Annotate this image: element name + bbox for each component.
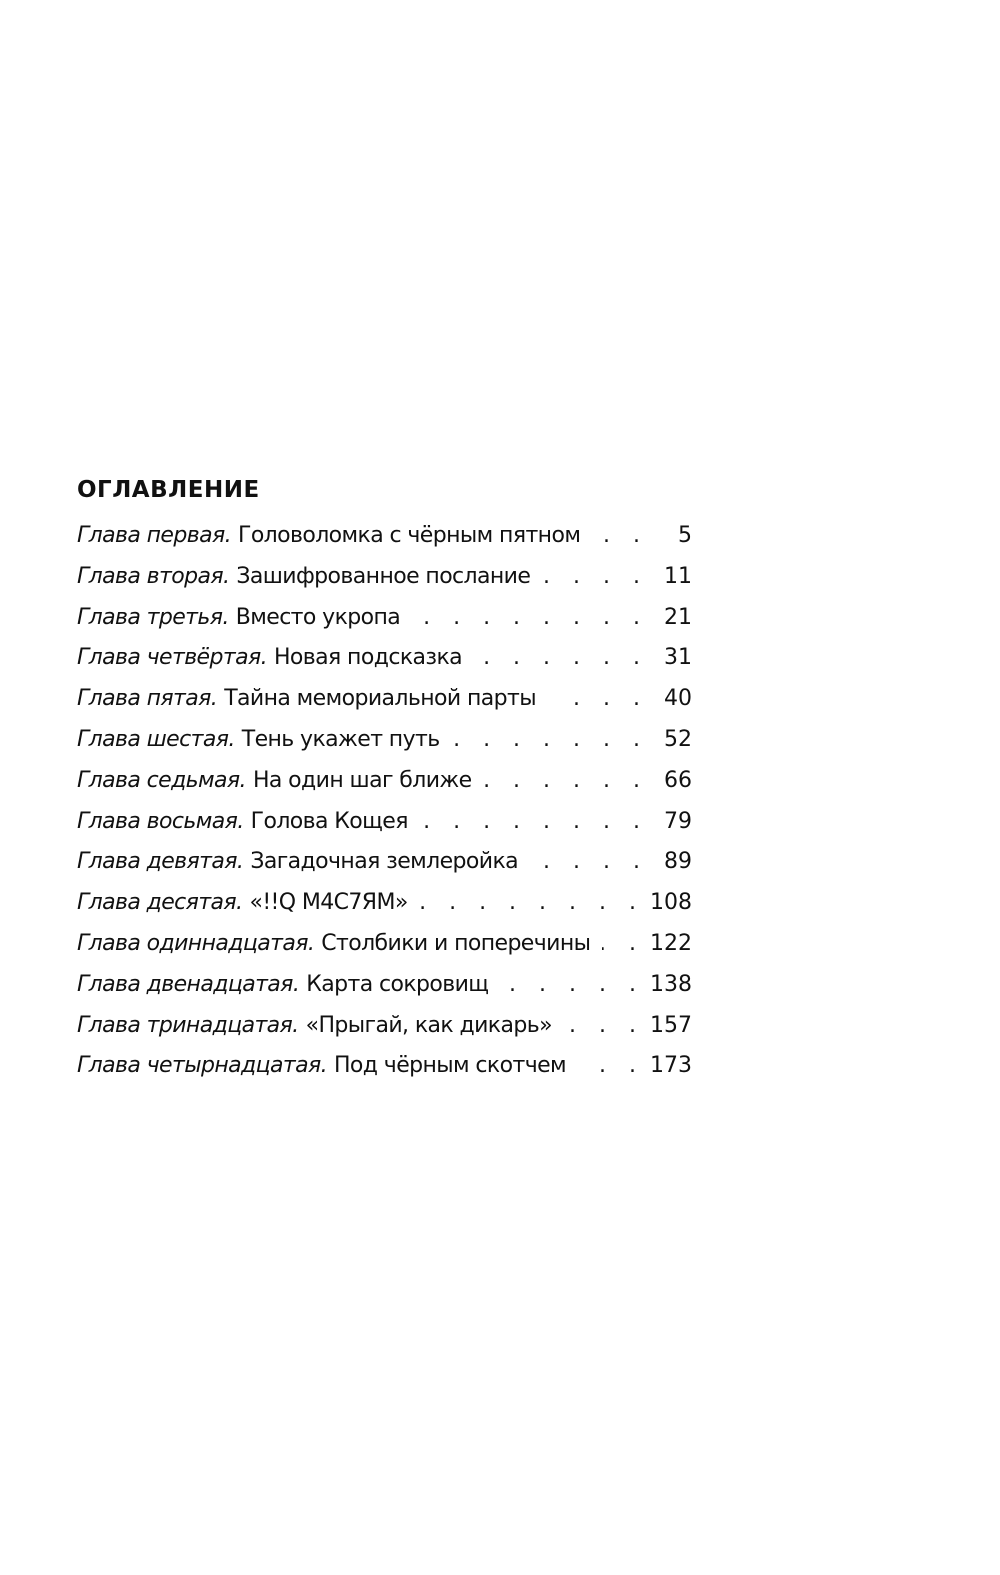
page-number: 173 (650, 1053, 692, 1079)
toc-entry[interactable] (77, 965, 692, 1006)
toc-entry[interactable] (77, 679, 692, 720)
dot-leader (420, 883, 644, 924)
page-number: 138 (650, 971, 692, 997)
toc-entry[interactable] (77, 1006, 692, 1047)
label-title-separator (299, 1006, 306, 1047)
page-number: 52 (664, 726, 692, 752)
chapter-title: Новая подсказка (273, 645, 463, 671)
chapter-title: Загадочная землеройка (250, 849, 519, 875)
chapter-label: Глава вторая. (77, 563, 230, 589)
page-number: 122 (650, 930, 692, 956)
toc-entry[interactable] (77, 802, 692, 843)
toc-entry[interactable] (77, 557, 692, 598)
chapter-title: «!!Q М4С7ЯМ» (249, 890, 408, 916)
dot-leader (564, 1006, 644, 1047)
chapter-title: Зашифрованное послание (236, 563, 531, 589)
chapter-label: Глава четвёртая. (77, 645, 267, 671)
label-title-separator (243, 842, 250, 883)
toc-entry[interactable] (77, 516, 692, 557)
label-title-separator (246, 761, 253, 802)
chapter-title: Вместо укропа (235, 604, 401, 630)
label-title-separator (235, 720, 242, 761)
dot-leader (548, 679, 648, 720)
page-number: 11 (664, 563, 692, 589)
dot-leader (578, 1046, 644, 1087)
page-number: 108 (650, 890, 692, 916)
label-title-separator (231, 516, 238, 557)
chapter-title: Тень укажет путь (241, 726, 440, 752)
chapter-label: Глава восьмая. (77, 808, 244, 834)
label-title-separator (229, 598, 236, 639)
table-of-contents (77, 470, 692, 1087)
toc-entry[interactable] (77, 924, 692, 965)
page-number: 157 (650, 1012, 692, 1038)
toc-entry[interactable] (77, 761, 692, 802)
chapter-label: Глава первая. (77, 523, 231, 548)
dot-leader (412, 598, 648, 639)
label-title-separator (229, 557, 236, 598)
label-title-separator (327, 1046, 334, 1087)
label-title-separator (314, 924, 321, 965)
toc-heading: ОГЛАВЛЕНИЕ (77, 477, 260, 503)
dot-leader (474, 638, 648, 679)
dot-leader (530, 842, 648, 883)
label-title-separator (299, 965, 306, 1006)
dot-leader (452, 720, 648, 761)
page-number: 89 (664, 849, 692, 875)
dot-leader (500, 965, 644, 1006)
page-number: 31 (664, 645, 692, 671)
label-title-separator (244, 802, 251, 843)
dot-leader (542, 557, 648, 598)
chapter-label: Глава одиннадцатая. (77, 930, 315, 956)
chapter-title: Столбики и поперечины (321, 930, 591, 956)
toc-list (77, 516, 692, 1087)
page-number: 66 (664, 767, 692, 793)
toc-entry[interactable] (77, 842, 692, 883)
chapter-title: Головоломка с чёрным пятном (238, 523, 581, 548)
chapter-title: На один шаг ближе (252, 767, 472, 793)
dot-leader (592, 516, 648, 557)
chapter-label: Глава седьмая. (77, 767, 246, 793)
page-number: 79 (664, 808, 692, 834)
page-number: 5 (678, 523, 692, 548)
page-number: 21 (664, 604, 692, 630)
page-number: 40 (664, 686, 692, 712)
dot-leader (602, 924, 644, 965)
chapter-label: Глава пятая. (77, 686, 218, 712)
toc-entry[interactable] (77, 883, 692, 924)
label-title-separator (242, 883, 249, 924)
chapter-label: Глава шестая. (77, 726, 235, 752)
toc-entry[interactable] (77, 720, 692, 761)
dot-leader (420, 802, 648, 843)
chapter-title: Тайна мемориальной парты (224, 686, 536, 712)
toc-entry[interactable] (77, 1046, 692, 1087)
chapter-title: Карта сокровищ (306, 971, 489, 997)
chapter-label: Глава десятая. (77, 890, 243, 916)
label-title-separator (267, 638, 274, 679)
toc-entry[interactable] (77, 638, 692, 679)
chapter-title: Под чёрным скотчем (333, 1053, 567, 1079)
toc-entry[interactable] (77, 598, 692, 639)
chapter-label: Глава третья. (77, 604, 229, 630)
chapter-label: Глава девятая. (77, 849, 244, 875)
chapter-title: «Прыгай, как дикарь» (305, 1012, 552, 1038)
dot-leader (484, 761, 648, 802)
chapter-label: Глава двенадцатая. (77, 971, 300, 997)
chapter-title: Голова Кощея (250, 808, 408, 834)
chapter-label: Глава четырнадцатая. (77, 1053, 327, 1079)
chapter-label: Глава тринадцатая. (77, 1012, 299, 1038)
